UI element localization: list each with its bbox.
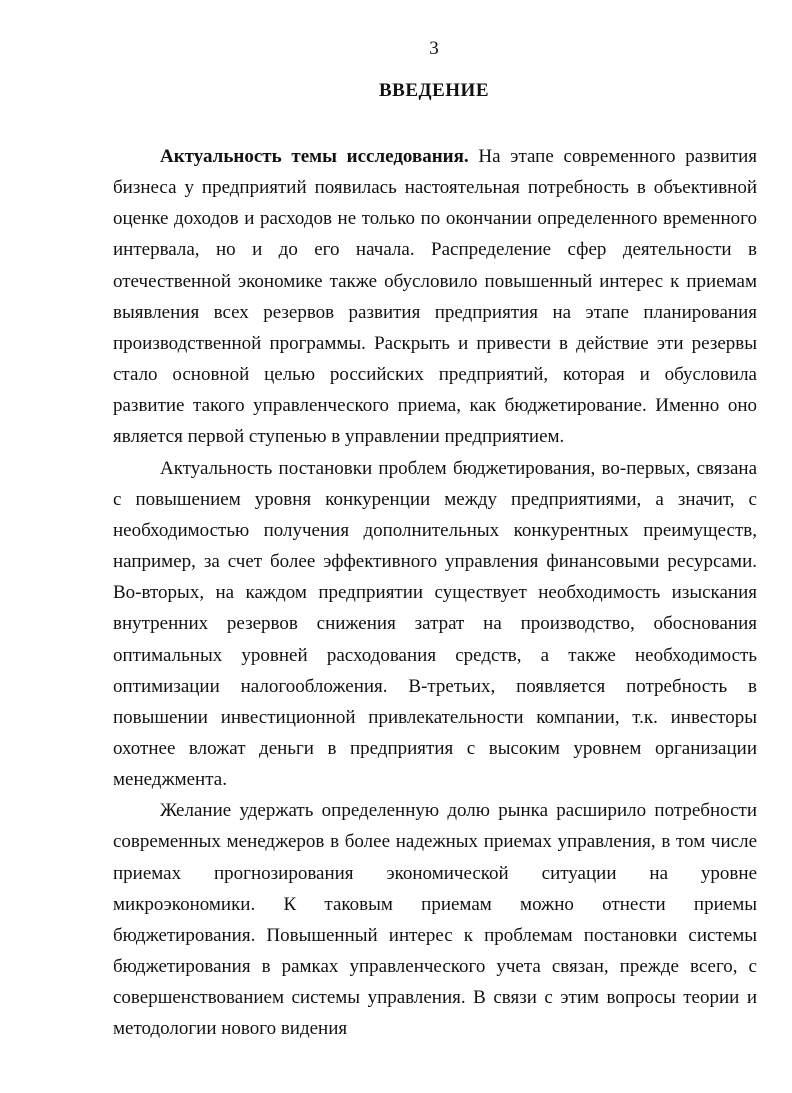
body-text [113,141,757,1045]
section-title: ВВЕДЕНИЕ [379,80,489,101]
page-number: 3 [429,38,439,59]
paragraph-budgeting-problems: Актуальность постановки проблем бюджетирования, во-первых, связана с повышением уровня конкуренции между предприятиями, а значит, с необходимостью получения дополнительных конкурентных преимуществ, например, за счет более эффективного управления финансовыми ресурсами. Во-вторых, на каждом предприятии существует необходимость изыскания внутренних резервов снижения затрат на производство, обоснования оптимальных уровней расходования средств, а также необходимость оптимизации налогообложения. В-третьих, появляется потребность в повышении инвестиционной привлекательности компании, т.к. инвесторы охотнее вложат деньги в предприятия с высоким уровнем организации менеджмента. [113,457,757,791]
paragraph-text: На этапе современного развития бизнеса у предприятий появилась настоятельная потребность в объективной оценке доходов и расходов не только по окончании определенного временного интервала, но и до его начала. Распределение сфер деятельности в отечественной экономике также обусловило повышенный интерес к приемам выявления всех резервов развития предприятия на этапе планирования производственной программы. Раскрыть и привести в действие эти резервы стало основной целью российских предприятий, которая и обусловила развитие такого управленческого приема, как бюджетирование. Именно оно является первой ступенью в управлении предприятием. [113,146,758,448]
paragraph-lead: Актуальность темы исследования. [160,146,469,167]
paragraph-market-share: Желание удержать определенную долю рынка расширило потребности современных менеджеров в более надежных приемах управления, в том числе приемах прогнозирования экономической ситуации на уровне микроэкономики. К таковым приемам можно отнести приемы бюджетирования. Повышенный интерес к проблемам постановки системы бюджетирования в рамках управленческого учета связан, прежде всего, с совершенствованием системы управления. В связи с этим вопросы теории и методологии нового видения [113,800,757,1040]
paragraph-relevance [113,141,757,453]
